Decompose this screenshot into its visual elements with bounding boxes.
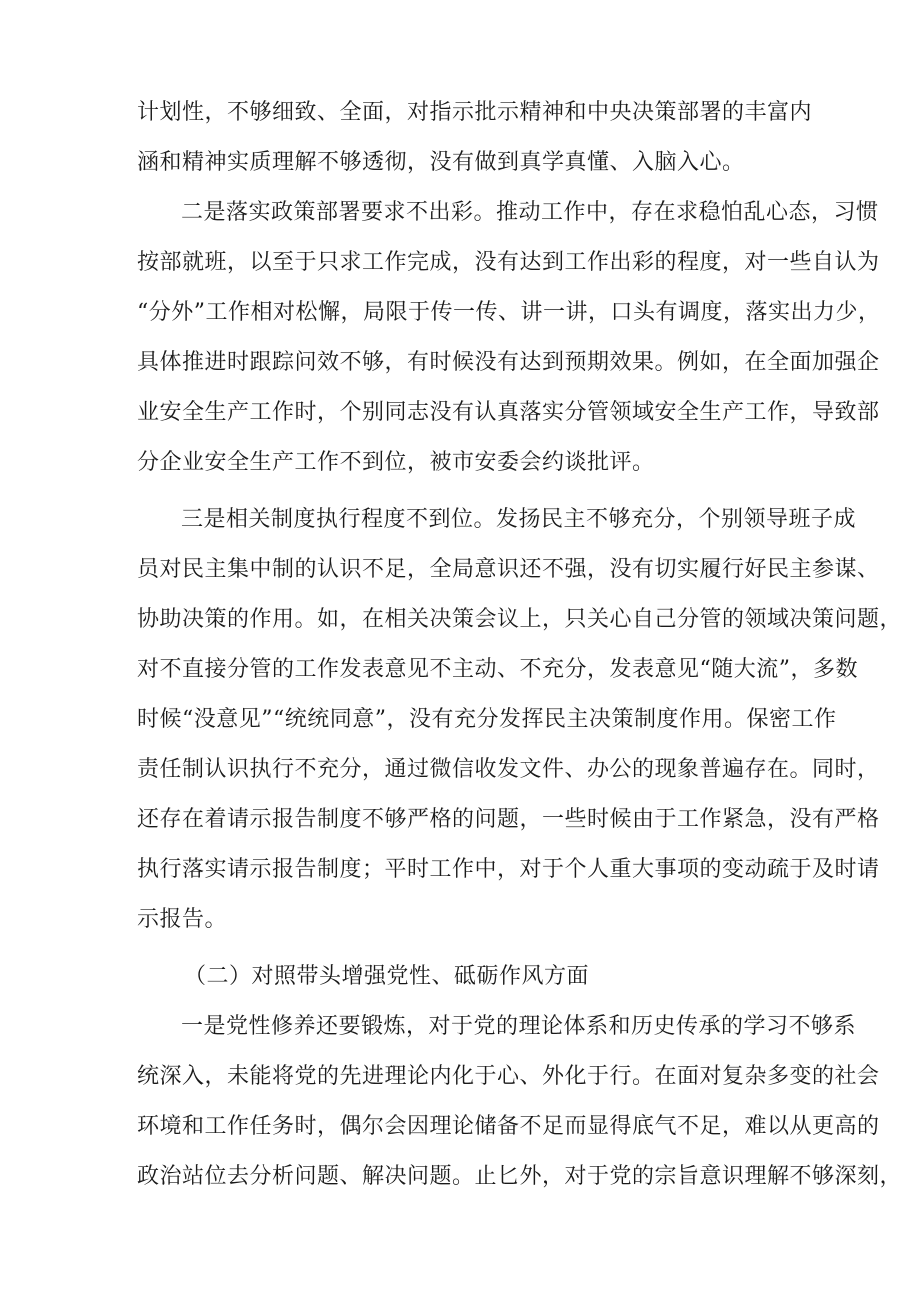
text-line: 计划性，不够细致、全面，对指示批示精神和中央决策部署的丰富内 — [137, 100, 813, 125]
text-line: 业安全生产工作时，个别同志没有认真落实分管领域安全生产工作，导致部 — [137, 400, 880, 425]
text-line: 具体推进时跟踪问效不够，有时候没有达到预期效果。例如，在全面加强企 — [137, 350, 880, 375]
text-line: 责任制认识执行不充分，通过微信收发文件、办公的现象普遍存在。同时， — [137, 757, 880, 782]
text-line: 还存在着请示报告制度不够严格的问题，一些时候由于工作紧急，没有严格 — [137, 807, 880, 832]
text-line: 协助决策的作用。如，在相关决策会议上，只关心自己分管的领域决策问题， — [137, 607, 903, 632]
text-line: 对不直接分管的工作发表意见不主动、不充分，发表意见“随大流”，多数 — [137, 657, 858, 682]
section-heading: （二）对照带头增强党性、砥砺作风方面 — [184, 964, 590, 989]
text-line: 时候“没意见”“统统同意”，没有充分发挥民主决策制度作用。保密工作 — [137, 707, 837, 732]
text-line: 分企业安全生产工作不到位，被市安委会约谈批评。 — [137, 450, 655, 475]
text-line: 统深入，未能将党的先进理论内化于心、外化于行。在面对复杂多变的社会 — [137, 1064, 880, 1089]
text-line: 涵和精神实质理解不够透彻，没有做到真学真懂、入脑入心。 — [137, 150, 745, 175]
text-line: “分外”工作相对松懈，局限于传一传、讲一讲，口头有调度，落实出力少， — [137, 300, 881, 325]
text-line: 三是相关制度执行程度不到位。发扬民主不够充分，个别领导班子成 — [181, 507, 857, 532]
text-line: 政治站位去分析问题、解决问题。止匕外，对于党的宗旨意识理解不够深刻， — [137, 1164, 903, 1189]
text-line: 执行落实请示报告制度；平时工作中，对于个人重大事项的变动疏于及时请 — [137, 857, 880, 882]
text-line: 按部就班，以至于只求工作完成，没有达到工作出彩的程度，对一些自认为 — [137, 250, 880, 275]
text-line: 一是党性修养还要锻炼，对于党的理论体系和历史传承的学习不够系 — [181, 1014, 857, 1039]
text-line: 二是落实政策部署要求不出彩。推动工作中，存在求稳怕乱心态，习惯 — [181, 200, 879, 225]
text-line: 示报告。 — [137, 907, 228, 932]
text-line: 环境和工作任务时，偶尔会因理论储备不足而显得底气不足，难以从更高的 — [137, 1114, 880, 1139]
text-line: 员对民主集中制的认识不足，全局意识还不强，没有切实履行好民主参谋、 — [137, 557, 880, 582]
